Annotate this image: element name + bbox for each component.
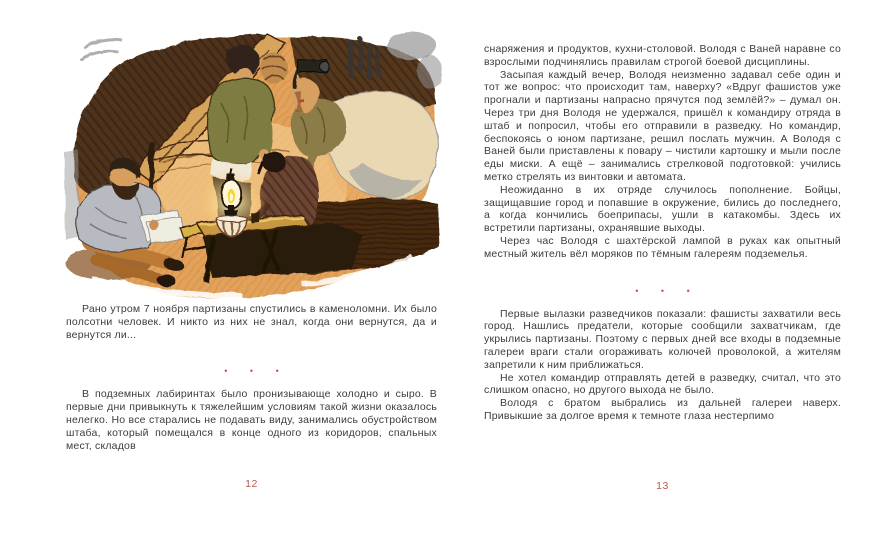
paragraph: Засыпая каждый вечер, Володя неизменно задавал себе один и тот же вопрос: что происходит там, наверху? «Вдруг фашистов уже прогнали и партизаны напрасно прячутся под землёй?» – думал он. Через три дня Володя не удержался, пришёл к командиру отряда в штаб и попросил, чтобы его отправили в разведку. Но командир, беспокоясь о юном партизане, решил послать мужчин. А Володя с Ваней были приставлены к повару – чистили картошку и мыли после еды миски. А ещё – занимались стрелковой подготовкой: учились метко стрелять из винтовки и автомата. (484, 68, 841, 183)
second-figure-head (261, 52, 287, 84)
paragraph: Не хотел командир отправлять детей в разведку, считал, что это слишком опасно, но другого выхода не было. (484, 371, 841, 397)
page-number-right: 13 (656, 480, 669, 492)
left-text-column (66, 303, 437, 452)
paragraph: снаряжения и продуктов, кухни-столовой. Володя с Ваней наравне со взрослыми подчинялись правилам строгой боевой дисциплины. (484, 43, 841, 68)
illustration-canvas (62, 12, 445, 303)
paragraph: Володя с братом выбрались из дальней галереи наверх. Привыкшие за долгое время к темноте глаза нестерпимо (484, 397, 841, 422)
page-number-left: 12 (245, 478, 258, 490)
catacombs-illustration (62, 12, 445, 303)
separator-dots-icon: • • • (635, 285, 699, 296)
right-text-column (484, 43, 841, 423)
paragraph: Рано утром 7 ноября партизаны спустились в каменоломни. Их было полсотни человек. И никто из них не знал, когда они вернутся, да и вернутся ли... (66, 303, 437, 341)
separator-dots-icon: • • • (224, 366, 288, 377)
section-separator (484, 285, 841, 298)
paragraph: В подземных лабиринтах было пронизывающе холодно и сыро. В первые дни привыкнуть к тяжелейшим условиям такой жизни оказалось нелегко. Но все старались не подавать виду, занимались обустройством штаба, который помещался в конце одного из коридоров, спальных мест, складов (66, 388, 437, 452)
paragraph: Неожиданно в их отряде случилось пополнение. Бойцы, защищавшие город и попавшие в окружение, бились до последнего, а когда кончились боеприпасы, ушли в катакомбы. Здесь их встретили партизаны, охранявшие выходы. (484, 183, 841, 235)
section-separator (66, 365, 437, 378)
paragraph: Через час Володя с шахтёрской лампой в руках как опытный местный житель вёл моряков по тёмным галереям подземелья. (484, 234, 841, 260)
paragraph: Первые вылазки разведчиков показали: фашисты захватили весь город. Нашлись предатели, которые сообщили захватчикам, где укрылись партизаны. Поэтому с первых дней все входы в подземные галереи враги стали огораживать колючей проволокой, а жителям запретили к ним приближаться. (484, 307, 841, 371)
